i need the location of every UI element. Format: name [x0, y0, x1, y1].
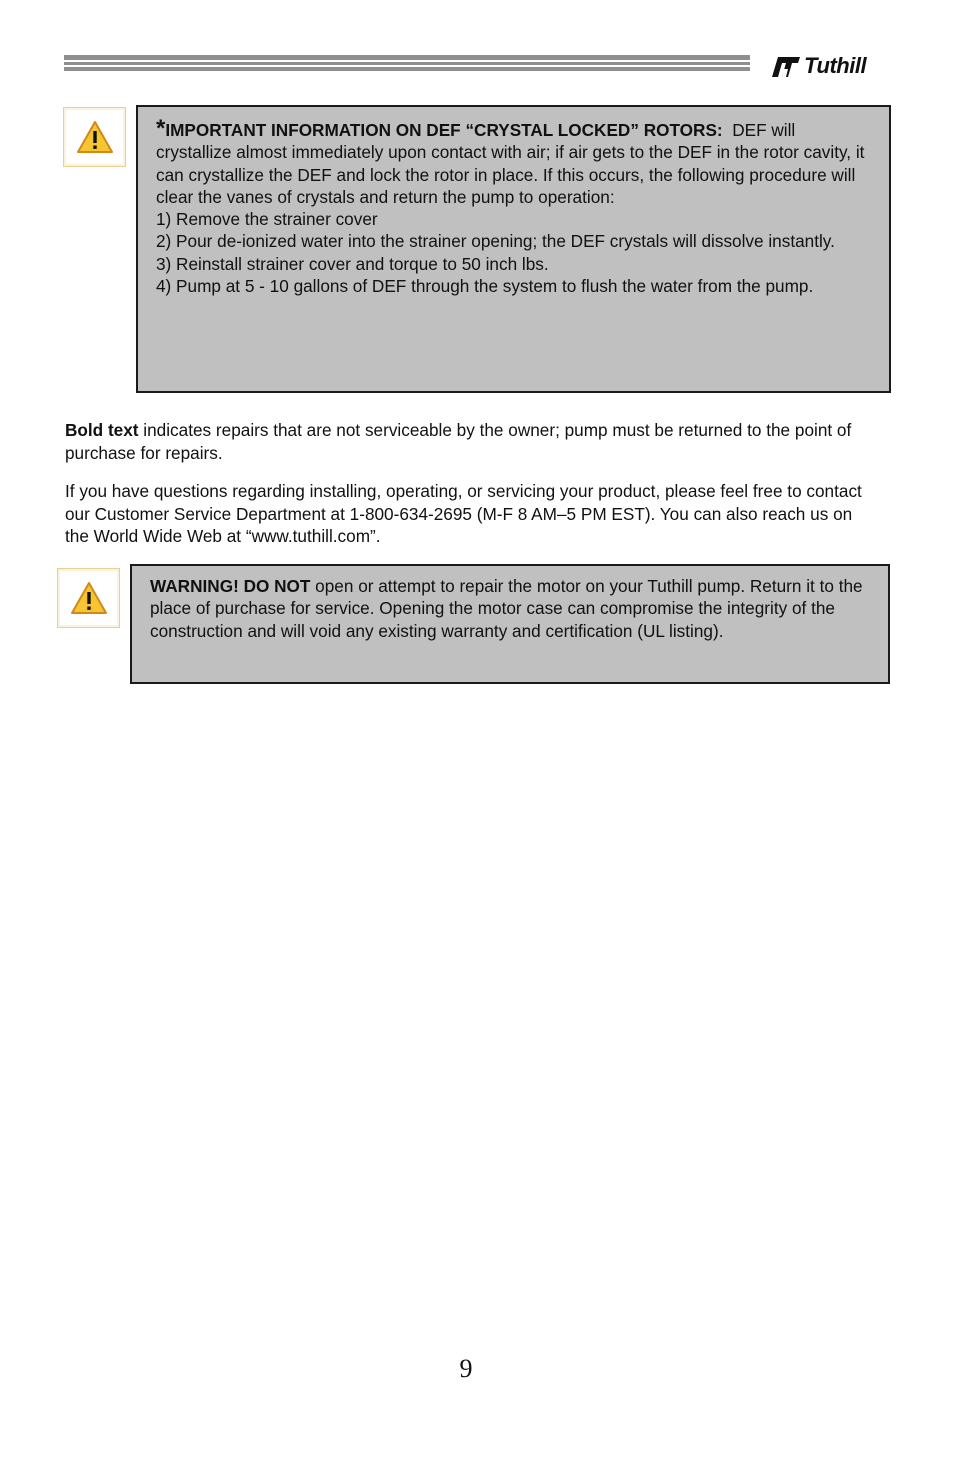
tuthill-logo-mark-icon — [770, 53, 802, 79]
important-notice-intro — [156, 115, 875, 208]
important-notice-asterisk: * — [156, 115, 166, 142]
contact-paragraph — [65, 480, 875, 548]
important-notice-text: DEF will crystallize almost immediately upon contact with air; if air gets to the DEF in the rotor cavity, it can crystallize the DEF and lock the rotor in place. If this occurs, the following procedure will clear the vanes of crystals and return the pump to operation: — [156, 120, 865, 207]
warning-triangle-icon — [76, 120, 114, 154]
motor-warning-body: open or attempt to repair the motor on your Tuthill pump. Return it to the place of purchase for service. Opening the motor case can compromise the integrity of the construction and will void any existing warranty and certification (UL listing). — [150, 576, 863, 641]
warning-triangle-icon — [70, 581, 108, 615]
bold-text-label: Bold text — [65, 420, 139, 440]
important-notice-box — [136, 105, 891, 393]
contact-text: If you have questions regarding installing, operating, or servicing your product, please feel free to contact our Customer Service Department at 1-800-634-2695 (M-F 8 AM–5 PM EST). You can also reach us on the World Wide Web at “www.tuthill.com”. — [65, 481, 862, 546]
important-notice-heading: IMPORTANT INFORMATION ON DEF “CRYSTAL LOCKED” ROTORS: — [165, 120, 723, 140]
bold-text-note — [65, 419, 875, 464]
motor-warning-box — [130, 564, 890, 684]
important-notice-step: 2) Pour de-ionized water into the strainer opening; the DEF crystals will dissolve instantly. — [156, 231, 835, 252]
bold-text-explanation: indicates repairs that are not serviceable by the owner; pump must be returned to the point of purchase for repairs. — [65, 420, 852, 463]
header-bar-middle — [64, 62, 750, 65]
brand-name: Tuthill — [804, 53, 867, 78]
motor-warning-text — [150, 575, 872, 642]
brand-logo — [770, 52, 866, 80]
important-notice-step: 4) Pump at 5 - 10 gallons of DEF through the system to flush the water from the pump. — [156, 276, 814, 297]
important-notice-step: 3) Reinstall strainer cover and torque to 50 inch lbs. — [156, 253, 549, 274]
page-number: 9 — [459, 1354, 473, 1383]
important-notice-step: 1) Remove the strainer cover — [156, 209, 378, 230]
important-notice-icon-frame — [63, 107, 126, 167]
header-bar-bottom — [64, 67, 750, 71]
warning-notice-icon-frame — [57, 568, 120, 628]
motor-warning-heading: WARNING! DO NOT — [150, 576, 311, 596]
header-bar-top — [64, 55, 750, 60]
